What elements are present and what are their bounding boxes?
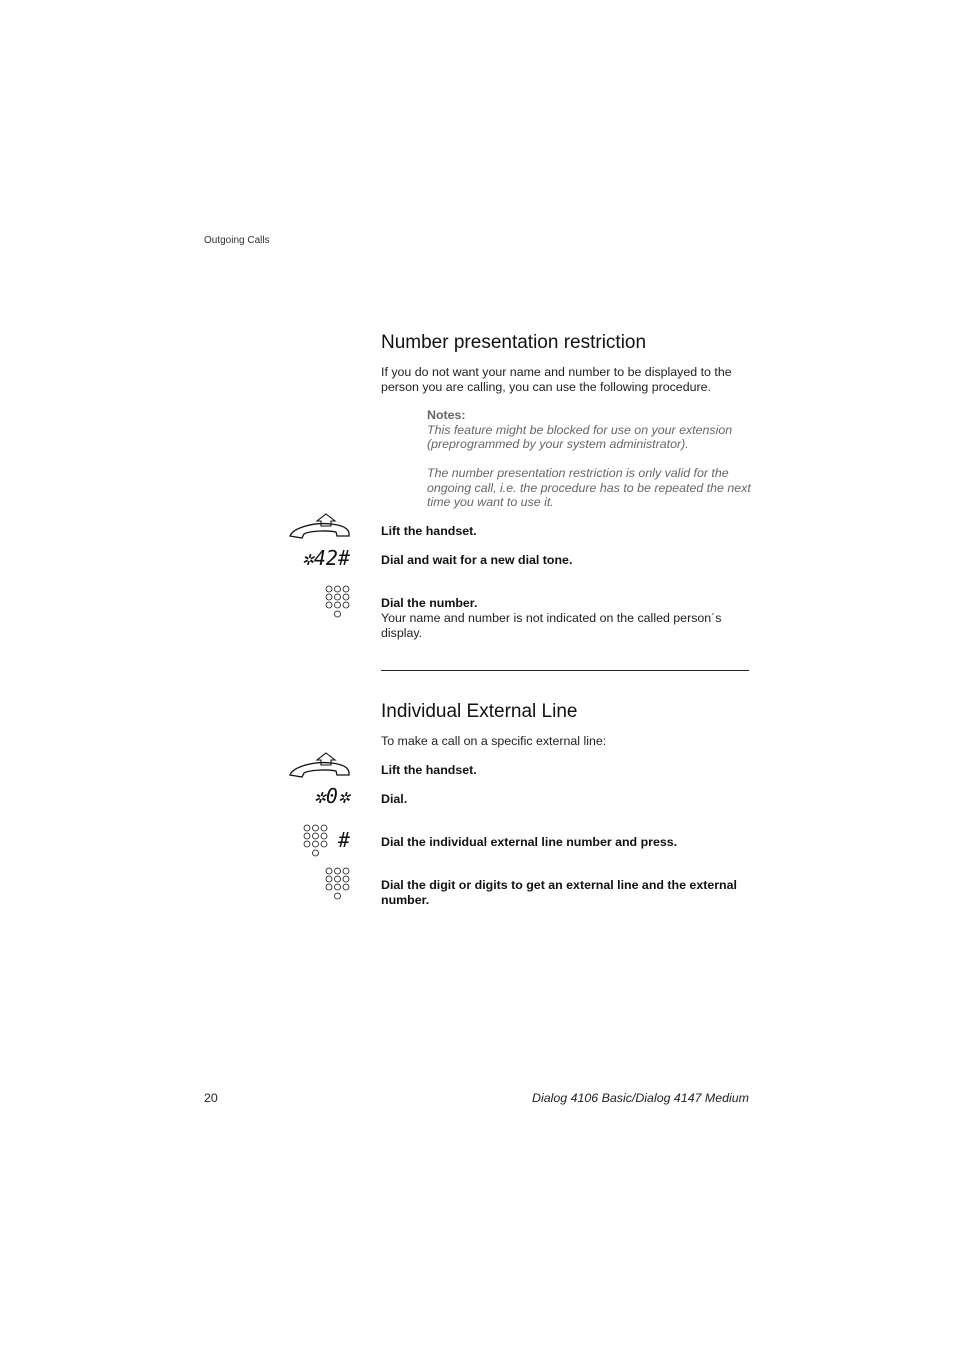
step-text: Dial and wait for a new dial tone. (381, 553, 573, 567)
notes-title: Notes: (427, 408, 466, 422)
note-text: The number presentation restriction is only valid for the ongoing call, i.e. the procedure has to be repeated the next time you want to use it. (427, 466, 751, 509)
section-title-number-presentation: Number presentation restriction (381, 332, 647, 353)
dial-code-star0star: ✲0✲ (313, 784, 350, 808)
step-text: Dial the digit or digits to get an external line and the external number. (381, 878, 737, 907)
running-header: Outgoing Calls (204, 235, 270, 246)
step-text: Dial the number. (381, 596, 478, 610)
note-text: This feature might be blocked for use on your extension (preprogrammed by your system administrator). (427, 422, 733, 451)
section-divider (381, 670, 749, 671)
dial-code-star42hash: ✲42# (301, 546, 350, 570)
step-text: Dial. (381, 792, 408, 806)
keypad-icon (325, 867, 350, 901)
hash-key: # (337, 828, 350, 852)
step-block (381, 596, 751, 641)
step-text: Lift the handset. (381, 763, 477, 777)
product-name: Dialog 4106 Basic/Dialog 4147 Medium (532, 1091, 749, 1105)
section-intro: To make a call on a specific external line: (381, 734, 607, 748)
keypad-icon (325, 585, 350, 619)
section-intro: If you do not want your name and number to be displayed to the person you are calling, you can use the following procedure. (381, 365, 732, 394)
handset-lift-icon (287, 511, 353, 541)
step-text: Dial the individual external line number and press. (381, 835, 678, 849)
step-text: Lift the handset. (381, 524, 477, 538)
step-detail: Your name and number is not indicated on the called person´s display. (381, 611, 722, 640)
section-title-individual-external-line: Individual External Line (381, 701, 578, 722)
page-number: 20 (204, 1091, 218, 1105)
notes-box (427, 408, 751, 510)
handset-lift-icon (287, 750, 353, 780)
